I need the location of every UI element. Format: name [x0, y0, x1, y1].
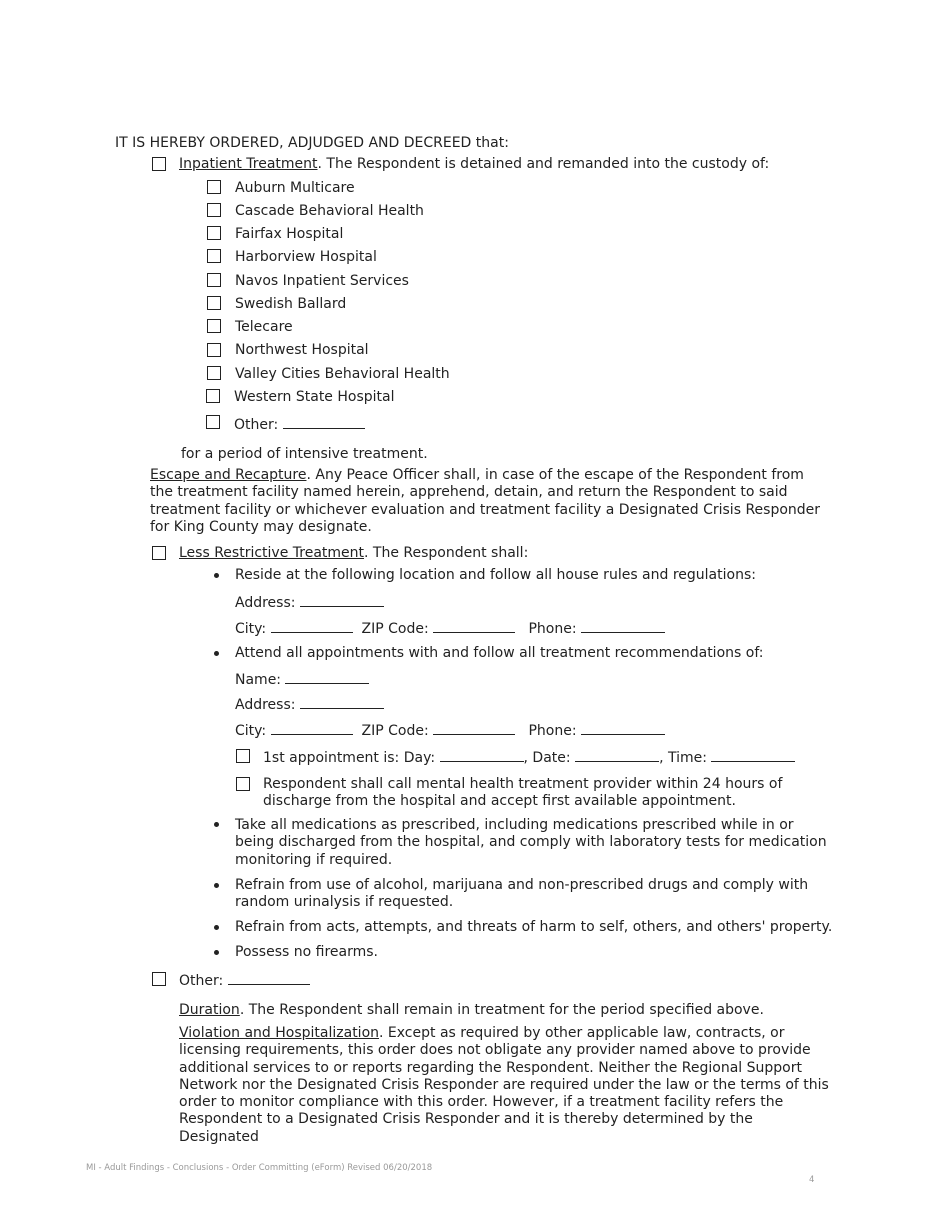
provider-name-field[interactable] [285, 670, 369, 684]
appointment-time-label: , Time: [659, 750, 707, 766]
reside-text: Reside at the following location and follow all house rules and regulations: [235, 567, 756, 583]
city-label: City: [235, 723, 267, 739]
reside-address-line [235, 593, 384, 612]
zip-label: ZIP Code: [361, 621, 429, 637]
duration-title: Duration [179, 1002, 240, 1018]
facility-label: Valley Cities Behavioral Health [235, 366, 450, 382]
violation-text: . Except as required by other applicable law, contracts, or licensing requirements, this order does not obligate any provider named above to provide additional services to or reports regarding the Respondent. Neither the Regional Support Network nor the Designated Crisis Responder are required under the law or the terms of this order to monitor compliance with this order. However, if a treatment facility refers the Respondent to a Designated Crisis Responder and it is thereby determined by the Designated [179, 1025, 829, 1145]
address-label: Address: [235, 697, 296, 713]
footer-form-name: MI - Adult Findings - Conclusions - Order Committing (eForm) Revised 06/20/2018 [86, 1163, 433, 1173]
inpatient-treatment-text: . The Respondent is detained and remanded into the custody of: [317, 156, 770, 172]
bullet [214, 883, 219, 888]
reside-city-field[interactable] [271, 619, 353, 633]
reside-city-line [235, 619, 665, 638]
inpatient-treatment-line [179, 156, 769, 173]
provider-address-field[interactable] [300, 695, 384, 709]
violation-title: Violation and Hospitalization [179, 1025, 380, 1041]
reside-zip-field[interactable] [433, 619, 515, 633]
other-line [179, 971, 310, 990]
facility-label: Auburn Multicare [235, 180, 355, 196]
facility-checkbox-valley-cities[interactable] [207, 366, 221, 380]
bullet [214, 925, 219, 930]
period-text: for a period of intensive treatment. [181, 446, 428, 462]
appointment-date-label: , Date: [523, 750, 571, 766]
facility-checkbox-telecare[interactable] [207, 319, 221, 333]
escape-title: Escape and Recapture [150, 467, 307, 483]
bullet [214, 950, 219, 955]
facility-checkbox-western-state[interactable] [206, 389, 220, 403]
facility-checkbox-northwest[interactable] [207, 343, 221, 357]
facility-label: Navos Inpatient Services [235, 273, 409, 289]
provider-name-line [235, 670, 369, 689]
duration-text: . The Respondent shall remain in treatment for the period specified above. [239, 1002, 764, 1018]
refrain-harm-text: Refrain from acts, attempts, and threats of harm to self, others, and others' property. [235, 919, 833, 935]
facility-label: Western State Hospital [234, 389, 395, 405]
other-checkbox[interactable] [152, 972, 166, 986]
medications-text: Take all medications as prescribed, including medications prescribed while in or being discharged from the hospital, and comply with laboratory tests for medication monitoring if required. [235, 817, 827, 868]
escape-text: . Any Peace Officer shall, in case of the escape of the Respondent from the treatment facility named herein, apprehend, detain, and return the Respondent to said treatment facility or whichever evaluation and treatment facility a Designated Crisis Responder for King County may designate. [150, 467, 821, 535]
inpatient-treatment-title: Inpatient Treatment [179, 156, 318, 172]
footer-page-number: 4 [809, 1175, 815, 1185]
phone-label: Phone: [528, 621, 577, 637]
zip-label: ZIP Code: [361, 723, 429, 739]
facility-checkbox-navos[interactable] [207, 273, 221, 287]
escape-paragraph [150, 467, 830, 536]
facility-checkbox-other[interactable] [206, 415, 220, 429]
lrt-title: Less Restrictive Treatment [179, 545, 365, 561]
lrt-checkbox[interactable] [152, 546, 166, 560]
facility-label: Cascade Behavioral Health [235, 203, 424, 219]
city-label: City: [235, 621, 267, 637]
facility-checkbox-cascade[interactable] [207, 203, 221, 217]
order-intro: IT IS HEREBY ORDERED, ADJUDGED AND DECREED that: [115, 135, 509, 151]
facility-label: Harborview Hospital [235, 249, 377, 265]
address-label: Address: [235, 595, 296, 611]
provider-phone-field[interactable] [581, 721, 665, 735]
call-provider-checkbox[interactable] [236, 777, 250, 791]
facility-label: Northwest Hospital [235, 342, 369, 358]
provider-zip-field[interactable] [433, 721, 515, 735]
attend-text: Attend all appointments with and follow all treatment recommendations of: [235, 645, 764, 661]
provider-address-line [235, 695, 384, 714]
reside-address-field[interactable] [300, 593, 384, 607]
refrain-drugs-text: Refrain from use of alcohol, marijuana and non-prescribed drugs and comply with random urinalysis if requested. [235, 877, 809, 911]
appointment-line [263, 748, 795, 767]
facility-label: Swedish Ballard [235, 296, 347, 312]
name-label: Name: [235, 672, 282, 688]
facility-checkbox-auburn[interactable] [207, 180, 221, 194]
provider-city-field[interactable] [271, 721, 353, 735]
facility-other-field[interactable] [283, 415, 365, 429]
appointment-day-label: 1st appointment is: Day: [263, 750, 436, 766]
facility-label: Fairfax Hospital [235, 226, 344, 242]
facility-label: Telecare [235, 319, 293, 335]
provider-city-line [235, 721, 665, 740]
facility-checkbox-swedish-ballard[interactable] [207, 296, 221, 310]
inpatient-treatment-checkbox[interactable] [152, 157, 166, 171]
facility-other-label: Other: [234, 417, 279, 433]
duration-line [179, 1002, 764, 1019]
firearms-text: Possess no firearms. [235, 944, 378, 960]
appointment-day-field[interactable] [440, 748, 524, 762]
other-label: Other: [179, 973, 224, 989]
other-field[interactable] [228, 971, 310, 985]
appointment-time-field[interactable] [711, 748, 795, 762]
appointment-checkbox[interactable] [236, 749, 250, 763]
reside-phone-field[interactable] [581, 619, 665, 633]
violation-paragraph [179, 1025, 834, 1146]
bullet [214, 822, 219, 827]
facility-checkbox-harborview[interactable] [207, 249, 221, 263]
lrt-line [179, 545, 528, 562]
call-provider-text: Respondent shall call mental health treatment provider within 24 hours of discharge from the hospital and accept first available appointment. [263, 776, 783, 810]
bullet [214, 573, 219, 578]
facility-other-line [234, 415, 365, 434]
bullet [214, 651, 219, 656]
appointment-date-field[interactable] [575, 748, 659, 762]
facility-checkbox-fairfax[interactable] [207, 226, 221, 240]
phone-label: Phone: [528, 723, 577, 739]
lrt-text: . The Respondent shall: [364, 545, 529, 561]
